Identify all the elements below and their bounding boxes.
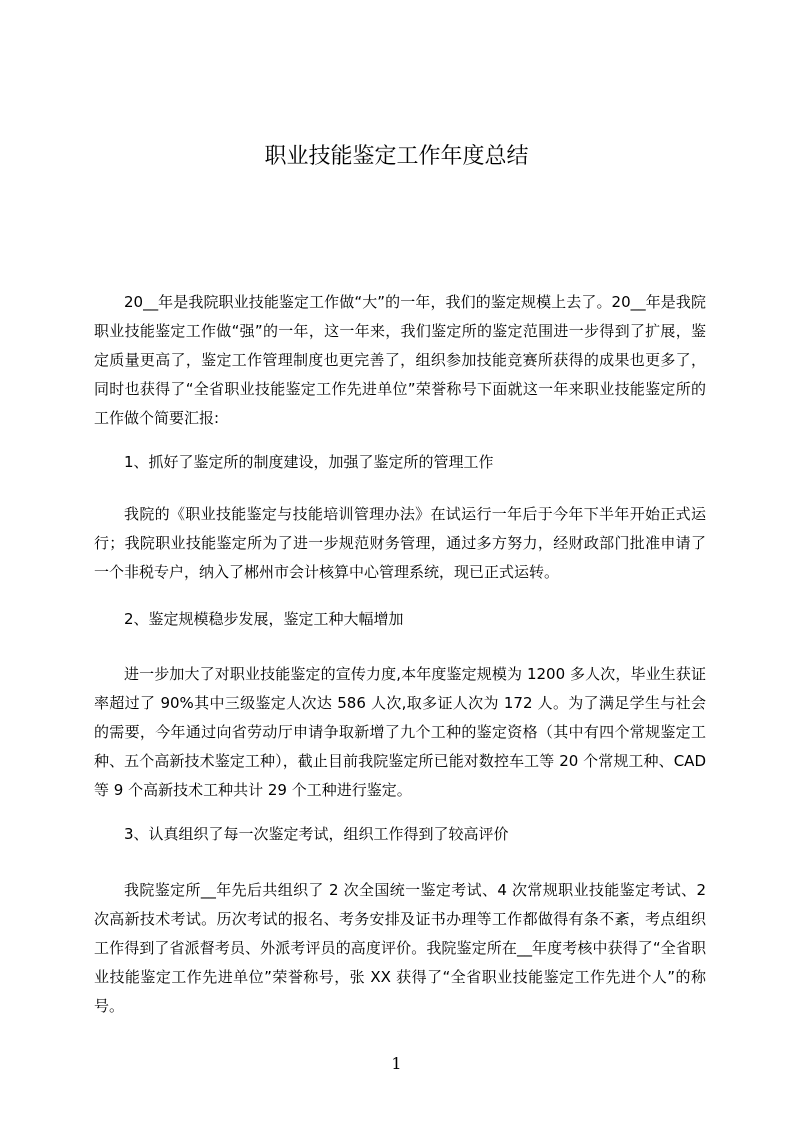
document-title: 职业技能鉴定工作年度总结 [264,144,529,169]
page-number: 1 [391,1054,402,1073]
section-2-paragraph: 进一步加大了对职业技能鉴定的宣传力度,本年度鉴定规模为 1200 多人次，毕业生获证率超过了 90%其中三级鉴定人次达 586 人次,取多证人次为 172 人。为了满足学生与社会的需要，今年通过向省劳动厅申请争取新增了九个工种的鉴定资格（其中有四个常规鉴定工种、五个高新技术鉴定工种），截止目前我院鉴定所已能对数控车工等 20 个常规工种、CAD 等 9 个高新技术工种共计 29 个工种进行鉴定。 [94,665,706,799]
section-heading-2: 2、鉴定规模稳步发展，鉴定工种大幅增加 [124,610,404,628]
section-heading-1: 1、抓好了鉴定所的制度建设，加强了鉴定所的管理工作 [124,453,494,471]
intro-paragraph: 20__年是我院职业技能鉴定工作做“大”的一年，我们的鉴定规模上去了。20__年是我院职业技能鉴定工作做“强”的一年，这一年来，我们鉴定所的鉴定范围进一步得到了扩展，鉴定质量更高了，鉴定工作管理制度也更完善了，组织参加技能竞赛所获得的成果也更多了，同时也获得了“全省职业技能鉴定工作先进单位”荣誉称号下面就这一年来职业技能鉴定所的工作做个简要汇报: [94,293,706,427]
section-heading-3: 3、认真组织了每一次鉴定考试，组织工作得到了较高评价 [124,825,509,843]
section-1-paragraph: 我院的《职业技能鉴定与技能培训管理办法》在试运行一年后于今年下半年开始正式运行；我院职业技能鉴定所为了进一步规范财务管理，通过多方努力，经财政部门批准申请了一个非税专户，纳入了郴州市会计核算中心管理系统，现已正式运转。 [94,505,706,581]
section-3-paragraph: 我院鉴定所__年先后共组织了 2 次全国统一鉴定考试、4 次常规职业技能鉴定考试、2 次高新技术考试。历次考试的报名、考务安排及证书办理等工作都做得有条不紊，考点组织工作得到了省派督考员、外派考评员的高度评价。我院鉴定所在__年度考核中获得了“全省职业技能鉴定工作先进单位”荣誉称号，张 XX 获得了“全省职业技能鉴定工作先进个人”的称号。 [94,881,706,1015]
